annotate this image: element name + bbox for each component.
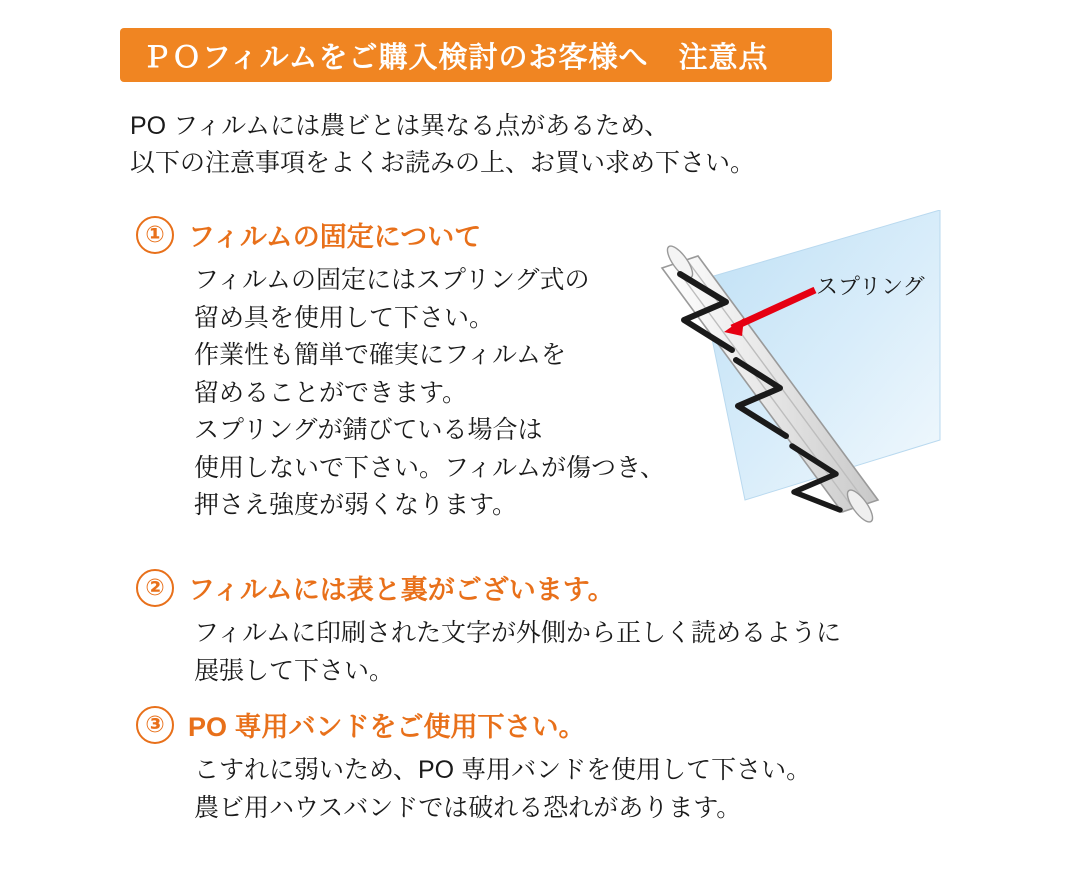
section-film-fixing (136, 215, 666, 525)
intro-line-1: PO フィルムには農ビとは異なる点があるため、 (130, 112, 670, 140)
section-3-heading (136, 705, 1016, 744)
section-3-body-line-2: 農ビ用ハウスバンドでは破れる恐れがあります。 (194, 793, 742, 822)
section-1-body-line-2: 留め具を使用して下さい。 (194, 303, 495, 332)
section-1-body (136, 262, 666, 525)
section-po-band (136, 705, 1016, 827)
header-banner (120, 28, 832, 82)
section-2-title: フィルムには表と裏がございます。 (188, 575, 615, 605)
section-1-body-line-4: 留めることができます。 (194, 378, 468, 407)
section-front-back (136, 568, 1016, 690)
section-number-2: ② (136, 569, 174, 607)
section-1-title: フィルムの固定について (188, 222, 482, 252)
section-3-title: PO 専用バンドをご使用下さい。 (188, 712, 586, 742)
section-1-body-line-1: フィルムの固定にはスプリング式の (194, 266, 590, 294)
section-3-body-line-1: こすれに弱いため、PO 専用バンドを使用して下さい。 (194, 756, 812, 784)
section-3-body (136, 752, 1016, 827)
section-1-body-line-6: 使用しないで下さい。フィルムが傷つき、 (194, 453, 666, 482)
section-2-heading (136, 568, 1016, 607)
section-1-body-line-7: 押さえ強度が弱くなります。 (194, 491, 518, 519)
section-number-3: ③ (136, 706, 174, 744)
page-title: ＰＯフィルムをご購入検討のお客様へ 注意点 (142, 41, 769, 74)
spring-clip-diagram (640, 210, 1000, 540)
spring-label: スプリング (816, 274, 925, 299)
section-2-body (136, 615, 1016, 690)
section-number-1: ① (136, 216, 174, 254)
section-1-body-line-3: 作業性も簡単で確実にフィルムを (194, 341, 567, 369)
section-2-body-line-1: フィルムに印刷された文字が外側から正しく読めるように (194, 619, 842, 647)
section-1-body-line-5: スプリングが錆びている場合は (194, 416, 543, 444)
intro-paragraph (130, 108, 950, 182)
section-2-body-line-2: 展張して下さい。 (194, 656, 395, 685)
spring-clip-illustration (640, 210, 1000, 540)
intro-line-2: 以下の注意事項をよくお読みの上、お買い求め下さい。 (130, 149, 756, 177)
section-1-heading (136, 215, 656, 254)
